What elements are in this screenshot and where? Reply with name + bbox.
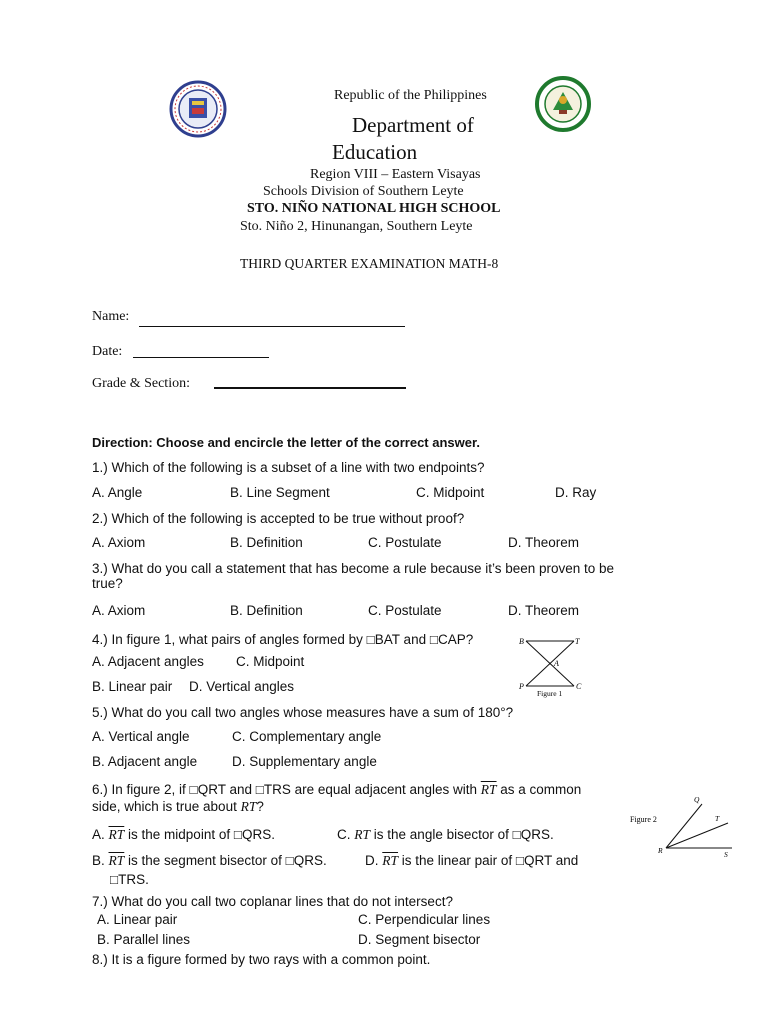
q7-option-a[interactable]: A. Linear pair — [97, 912, 178, 927]
date-label: Date: — [92, 344, 123, 359]
q7-option-b[interactable]: B. Parallel lines — [97, 932, 191, 947]
question-6-line-2 — [92, 799, 264, 815]
name-field-line[interactable] — [139, 326, 405, 327]
fig1-label-c: C — [576, 682, 582, 691]
department-line-1: Department of — [352, 113, 474, 137]
q7-option-c[interactable]: C. Perpendicular lines — [358, 912, 491, 927]
school-address: Sto. Niño 2, Hinunangan, Southern Leyte — [240, 219, 473, 234]
name-label: Name: — [92, 309, 130, 324]
q6-c-letter: C. — [337, 827, 355, 842]
direction-text: Direction: Choose and encircle the letter of the correct answer. — [92, 435, 480, 450]
q7-option-d[interactable]: D. Segment bisector — [358, 932, 481, 947]
question-5: 5.) What do you call two angles whose measures have a sum of 180°? — [92, 705, 514, 720]
date-field-line[interactable] — [133, 357, 269, 358]
q1-option-b[interactable]: B. Line Segment — [230, 485, 330, 500]
q6-text-part-2: as a common — [496, 782, 582, 797]
q6-ray-rt: RT — [240, 799, 257, 814]
q3-option-b[interactable]: B. Definition — [230, 603, 303, 618]
q3-option-a[interactable]: A. Axiom — [92, 603, 146, 618]
question-2: 2.) Which of the following is accepted to be true without proof? — [92, 511, 465, 526]
q6-segment-rt: $\overline{RT}$ — [480, 782, 497, 797]
fig1-label-t: T — [575, 637, 580, 646]
q6-b-text: is the segment bisector of □QRS. — [124, 853, 327, 868]
q4-option-b[interactable]: B. Linear pair — [92, 679, 173, 694]
question-8: 8.) It is a figure formed by two rays with a common point. — [92, 952, 431, 967]
q6-a-text: is the midpoint of □QRS. — [124, 827, 275, 842]
question-4: 4.) In figure 1, what pairs of angles formed by □BAT and □CAP? — [92, 632, 474, 647]
q6-option-d[interactable] — [365, 853, 578, 869]
question-7: 7.) What do you call two coplanar lines that do not intersect? — [92, 894, 453, 909]
q6-c-text: is the angle bisector of □QRS. — [370, 827, 554, 842]
fig2-label-t: T — [715, 814, 720, 823]
republic-line: Republic of the Philippines — [334, 88, 487, 103]
q6-option-a[interactable] — [92, 827, 275, 843]
division-line: Schools Division of Southern Leyte — [263, 184, 464, 199]
question-3-line-2: true? — [92, 576, 123, 591]
q2-option-a[interactable]: A. Axiom — [92, 535, 146, 550]
figure-2-diagram — [620, 790, 752, 864]
fig2-label-q: Q — [694, 795, 700, 804]
q6-option-c[interactable] — [337, 827, 554, 843]
q3-option-d[interactable]: D. Theorem — [508, 603, 580, 618]
fig2-caption: Figure 2 — [630, 815, 657, 824]
question-1: 1.) Which of the following is a subset of a line with two endpoints? — [92, 460, 485, 475]
q2-option-b[interactable]: B. Definition — [230, 535, 303, 550]
q4-option-a[interactable]: A. Adjacent angles — [92, 654, 204, 669]
fig1-label-p: P — [519, 682, 524, 691]
q6-b-letter: B. — [92, 853, 109, 868]
q6-d-letter: D. — [365, 853, 383, 868]
q4-option-c[interactable]: C. Midpoint — [236, 654, 305, 669]
q1-option-c[interactable]: C. Midpoint — [416, 485, 485, 500]
q5-option-a[interactable]: A. Vertical angle — [92, 729, 190, 744]
question-3-line-1: 3.) What do you call a statement that has become a rule because it’s been proven to be — [92, 561, 615, 576]
fig1-label-b: B — [519, 637, 524, 646]
q6-option-d-continued: □TRS. — [110, 872, 149, 887]
q6-d-text: is the linear pair of □QRT and — [398, 853, 579, 868]
q2-option-d[interactable]: D. Theorem — [508, 535, 580, 550]
school-seal-logo — [533, 76, 593, 132]
department-line-2: Education — [332, 140, 418, 164]
q6-option-b[interactable] — [92, 853, 327, 869]
q4-option-d[interactable]: D. Vertical angles — [189, 679, 295, 694]
q6-a-segment: $\overline{RT}$ — [108, 827, 125, 842]
grade-section-field-line[interactable] — [214, 387, 406, 389]
q2-option-c[interactable]: C. Postulate — [368, 535, 442, 550]
fig1-label-a: A — [554, 659, 559, 668]
q6-c-ray: RT — [354, 827, 371, 842]
deped-seal-logo — [167, 80, 229, 138]
q6-d-segment: $\overline{RT}$ — [382, 853, 399, 868]
q1-option-a[interactable]: A. Angle — [92, 485, 143, 500]
exam-title: THIRD QUARTER EXAMINATION MATH-8 — [240, 256, 499, 271]
q6-a-letter: A. — [92, 827, 109, 842]
q3-option-c[interactable]: C. Postulate — [368, 603, 442, 618]
q5-option-b[interactable]: B. Adjacent angle — [92, 754, 198, 769]
q6-text-part-3: side, which is true about — [92, 799, 241, 814]
fig1-caption: Figure 1 — [537, 689, 563, 698]
q6-b-segment: $\overline{RT}$ — [108, 853, 125, 868]
grade-section-label: Grade & Section: — [92, 376, 190, 391]
figure-1-diagram — [512, 634, 588, 698]
q5-option-c[interactable]: C. Complementary angle — [232, 729, 382, 744]
q5-option-d[interactable]: D. Supplementary angle — [232, 754, 377, 769]
question-6-line-1 — [92, 782, 581, 798]
region-line: Region VIII – Eastern Visayas — [310, 167, 481, 182]
school-name: STO. NIÑO NATIONAL HIGH SCHOOL — [247, 201, 501, 216]
q6-text-part-1: 6.) In figure 2, if □QRT and □TRS are equal adjacent angles with — [92, 782, 481, 797]
fig2-label-s: S — [724, 850, 728, 859]
q6-text-part-4: ? — [256, 799, 264, 814]
q1-option-d[interactable]: D. Ray — [555, 485, 597, 500]
fig2-label-r: R — [658, 846, 663, 855]
